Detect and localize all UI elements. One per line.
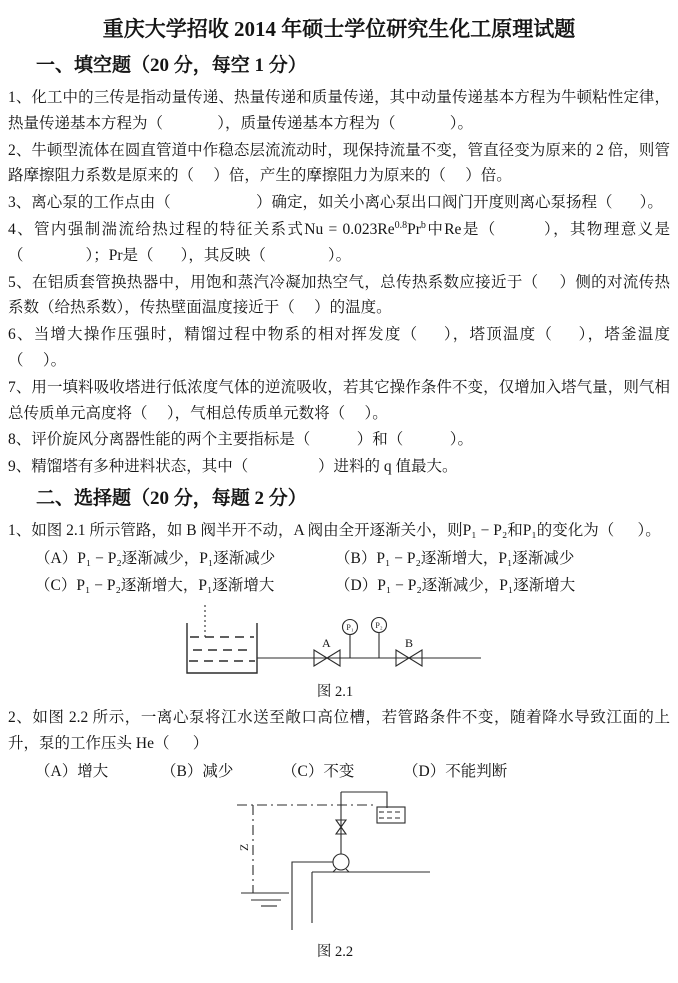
choice-2-option-a: （A）增大 (35, 762, 109, 780)
choice-question-1-options (35, 545, 670, 599)
height-label: Z (237, 843, 251, 851)
choice-1-option-c: （C）P₁ − P₂逐渐增大，P₁逐渐增大 (35, 576, 275, 594)
fill-blank-question-3: 3、离心泵的工作点由（ ）确定，如关小离心泵出口阀门开度则离心泵扬程（ ）。 (8, 194, 663, 212)
q4-exponent-re: 0.8 (394, 219, 408, 231)
section-1-heading: 一、填空题（20 分，每空 1 分） (36, 55, 307, 76)
figure-2-2-drawing (235, 785, 435, 935)
gauge-1-label: P₁ (346, 622, 354, 632)
choice-question-1-stem: 1、如图 2.1 所示管路，如 B 阀半开不动，A 阀由全开逐渐关小，则P₁ − P₂和P₁的变化为（ ）。 (8, 521, 661, 539)
choice-2-option-d: （D）不能判断 (403, 762, 508, 780)
fill-blank-question-9: 9、精馏塔有多种进料状态，其中（ ）进料的 q 值最大。 (8, 458, 458, 476)
q4-text-after: 中Re是（ ），其物理意义是（ ）；Pr是（ ），其反映（ ）。 (8, 220, 670, 264)
exam-title: 重庆大学招收 2014 年硕士学位研究生化工原理试题 (102, 17, 576, 41)
figure-2-2-caption: 图 2.2 (316, 943, 354, 960)
centrifugal-pump (333, 854, 349, 870)
choice-question-2-stem: 2、如图 2.2 所示，一离心泵将江水送至敞口高位槽，若管路条件不变，随着降水导致江面的上升，泵的工作压头 He（ ） (8, 708, 670, 752)
choice-1-option-b: （B）P₁ − P₂逐渐增大，P₁逐渐减少 (335, 549, 575, 567)
q4-text-pr: Pr (407, 220, 421, 238)
figure-2-1 (185, 605, 485, 701)
choice-1-option-d: （D）P₁ − P₂逐渐减少，P₁逐渐增大 (335, 576, 576, 594)
fill-blank-question-2: 2、牛顿型流体在圆直管道中作稳态层流流动时，现保持流量不变，管直径变为原来的 2 倍，则管路摩擦阻力系数是原来的（ ）倍，产生的摩擦阻力为原来的（ ）倍。 (8, 141, 670, 185)
feed-tank (187, 623, 257, 673)
valve-b-label: B (405, 635, 414, 650)
fill-blank-question-7: 7、用一填料吸收塔进行低浓度气体的逆流吸收，若其它操作条件不变，仅增加入塔气量，则气相总传质单元高度将（ ），气相总传质单元数将（ ）。 (8, 378, 670, 422)
q4-exponent-pr: b (420, 219, 426, 231)
gauge-2-label: P₂ (375, 620, 383, 630)
discharge-pipe-top (341, 792, 387, 808)
fill-blank-question-8: 8、评价旋风分离器性能的两个主要指标是（ ）和（ ）。 (8, 431, 474, 449)
choice-question-2-options (35, 758, 670, 785)
figure-2-1-drawing (185, 605, 485, 675)
elevated-tank (377, 807, 405, 823)
figure-2-1-caption: 图 2.1 (316, 683, 354, 700)
choice-2-option-b: （B）减少 (161, 762, 234, 780)
choice-2-option-c: （C）不变 (282, 762, 355, 780)
fill-blank-question-5: 5、在铝质套管换热器中，用饱和蒸汽冷凝加热空气，总传热系数应接近于（ ）侧的对流传热系数（给热系数），传热壁面温度接近于（ ）的温度。 (8, 273, 670, 317)
fill-blank-question-4 (8, 217, 670, 269)
choice-1-option-a: （A）P₁ − P₂逐渐减少，P₁逐渐减少 (35, 549, 276, 567)
fill-blank-question-1: 1、化工中的三传是指动量传递、热量传递和质量传递，其中动量传递基本方程为牛顿粘性定律，热量传递基本方程为（ ），质量传递基本方程为（ ）。 (8, 89, 670, 132)
section-2-heading: 二、选择题（20 分，每题 2 分） (36, 487, 307, 509)
figure-2-2 (235, 785, 435, 961)
valve-a-label: A (322, 635, 331, 650)
q4-text-before: 4、管内强制湍流给热过程的特征关系式Nu = 0.023Re (8, 220, 395, 238)
fill-blank-question-6: 6、当增大操作压强时，精馏过程中物系的相对挥发度（ ），塔顶温度（ ），塔釜温度（ ）。 (8, 326, 670, 369)
